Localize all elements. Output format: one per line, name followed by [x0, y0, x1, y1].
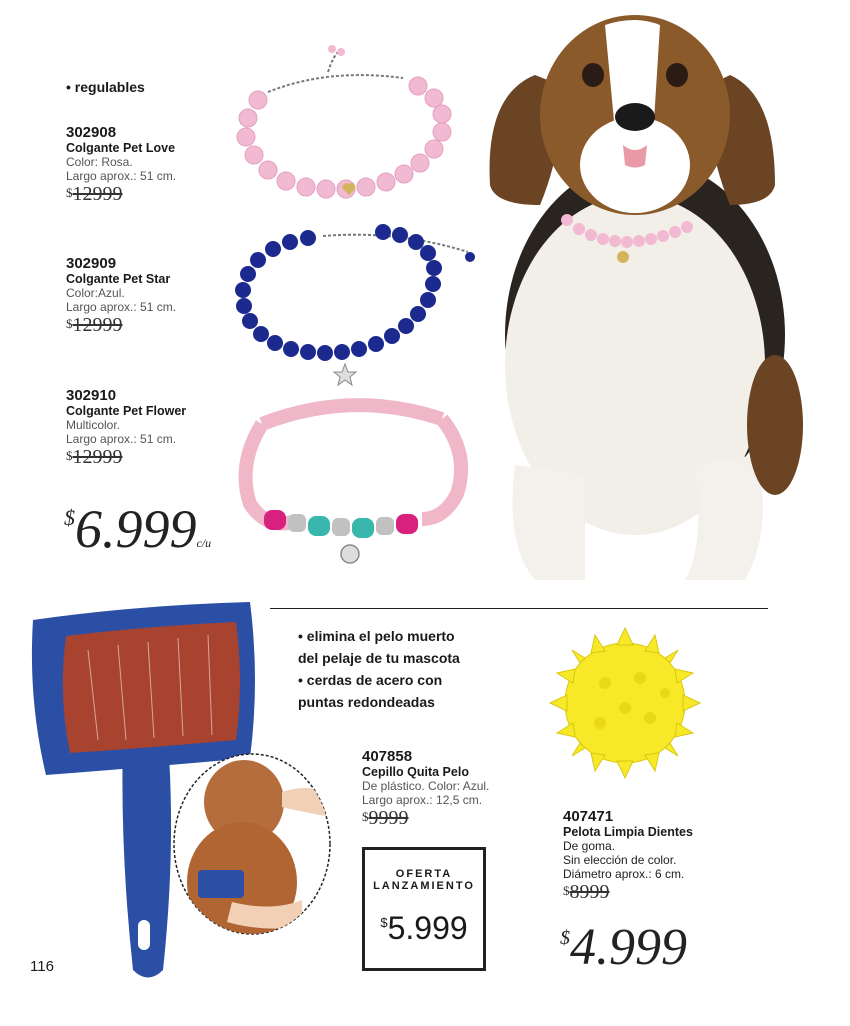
old-price-value: 12999 [72, 183, 123, 205]
old-price [66, 314, 176, 337]
blue-bead-collar-image [228, 222, 483, 392]
product-code: 302908 [66, 124, 117, 141]
section-divider [270, 608, 768, 609]
offer-label-2: LANZAMIENTO [373, 880, 475, 892]
currency: $ [66, 316, 73, 331]
product-desc-1: Color: Rosa. [66, 155, 133, 169]
adjustable-note: • regulables [66, 79, 145, 95]
offer-label-1: OFERTA [395, 868, 453, 880]
multicolor-flower-collar-image [232, 394, 472, 574]
old-price [66, 446, 186, 469]
product-302908 [66, 124, 176, 206]
product-302910 [66, 387, 186, 469]
offer-price-amount: 5.999 [387, 910, 468, 946]
product-name: Colgante Pet Flower [66, 404, 187, 418]
pink-pearl-collar-image [228, 40, 483, 215]
product-desc-3: Diámetro aprox.: 6 cm. [563, 867, 685, 881]
beagle-puppy-image [485, 5, 805, 595]
currency: $ [380, 915, 388, 930]
page-number: 116 [30, 958, 54, 975]
old-price-value: 9999 [368, 807, 409, 829]
currency: $ [560, 927, 570, 949]
offer-price [365, 910, 483, 947]
product-code: 407471 [563, 808, 614, 825]
product-desc-2: Largo aprox.: 51 cm. [66, 432, 177, 446]
currency: $ [66, 448, 73, 463]
product-name: Pelota Limpia Dientes [563, 825, 693, 839]
currency: $ [64, 505, 75, 530]
product-desc-1: De plástico. Color: Azul. [362, 779, 490, 793]
feature-line-1: • elimina el pelo muerto [298, 628, 455, 644]
collar-price [64, 498, 211, 560]
old-price-value: 12999 [72, 446, 123, 468]
product-name: Cepillo Quita Pelo [362, 765, 469, 779]
product-desc-1: Color:Azul. [66, 286, 125, 300]
product-name: Colgante Pet Star [66, 272, 171, 286]
spiky-ball-image [545, 623, 705, 783]
product-407471 [563, 808, 693, 904]
product-desc-1: De goma. [563, 839, 616, 853]
dog-brushing-inset-image [172, 752, 332, 937]
ball-price-amount: 4.999 [570, 919, 687, 976]
product-code: 407858 [362, 748, 413, 765]
product-desc-2: Largo aprox.: 51 cm. [66, 169, 177, 183]
old-price-value: 8999 [569, 881, 610, 903]
currency: $ [66, 185, 73, 200]
price-unit: c/u [196, 536, 212, 550]
product-desc-2: Largo aprox.: 51 cm. [66, 300, 177, 314]
product-desc-2: Largo aprox.: 12,5 cm. [362, 793, 483, 807]
product-code: 302909 [66, 255, 117, 272]
ball-price [560, 918, 687, 977]
old-price-value: 12999 [72, 314, 123, 336]
launch-offer-box [362, 847, 486, 971]
collar-price-amount: 6.999 [75, 499, 197, 559]
product-desc-1: Multicolor. [66, 418, 121, 432]
old-price [66, 183, 176, 206]
currency: $ [362, 809, 369, 824]
old-price [362, 807, 489, 830]
currency: $ [563, 883, 570, 898]
product-407858 [362, 748, 489, 830]
brush-features [298, 625, 460, 713]
old-price [563, 881, 693, 904]
feature-line-2: del pelaje de tu mascota [298, 650, 460, 666]
product-name: Colgante Pet Love [66, 141, 176, 155]
feature-line-4: puntas redondeadas [298, 694, 435, 710]
feature-line-3: • cerdas de acero con [298, 672, 443, 688]
product-desc-2: Sin elección de color. [563, 853, 677, 867]
product-code: 302910 [66, 387, 117, 404]
product-302909 [66, 255, 176, 337]
